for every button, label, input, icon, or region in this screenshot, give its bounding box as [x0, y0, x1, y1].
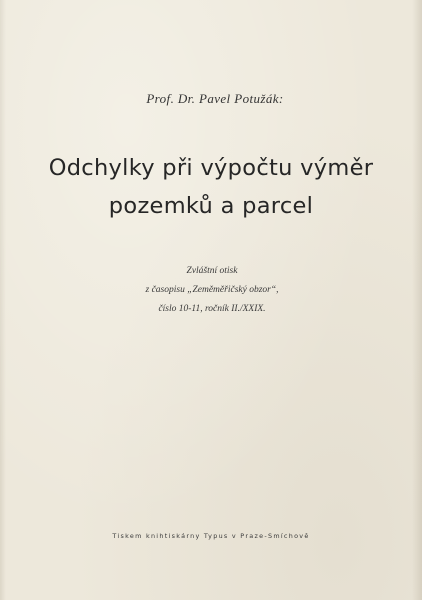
offprint-line-1: Zvláštní otisk: [186, 266, 238, 276]
title-line-1: Odchylky při výpočtu výměr: [48, 155, 374, 181]
printer-imprint: Tiskem knihtiskárny Typus v Praze-Smíchově: [112, 532, 310, 540]
offprint-line-3: číslo 10-11, ročník II./XXIX.: [158, 304, 266, 314]
offprint-line-2: z časopisu „Zeměměřičský obzor“,: [145, 285, 279, 295]
document-title: [0, 149, 422, 225]
author-line: Prof. Dr. Pavel Potužák:: [146, 91, 284, 106]
offprint-note: [0, 262, 422, 319]
title-line-2: pozemků a parcel: [108, 193, 314, 219]
